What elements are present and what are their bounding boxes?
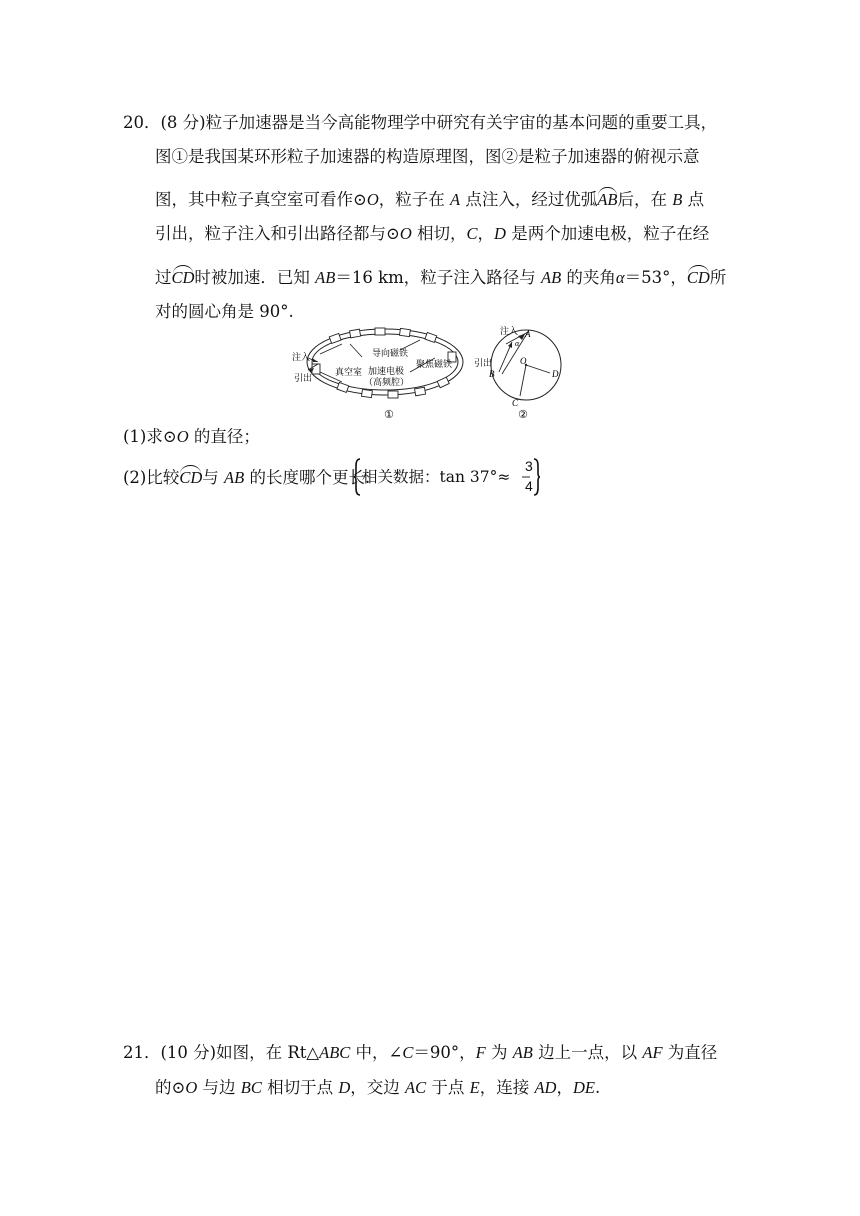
fig1-focus-label: 聚焦磁铁 <box>416 360 453 370</box>
fig1-electrode-label: 加速电极 <box>368 367 405 377</box>
arc-cd-2: CD <box>686 268 710 287</box>
q21-line-2: 的⊙O 与边 BC 相切于点 D，交边 AC 于点 E，连接 AD，DE. <box>155 1078 601 1097</box>
hint-fraction-denominator: 4 <box>525 478 533 494</box>
fig2-inject-label: 注入 <box>500 327 519 337</box>
hint-text: 相关数据：tan 37°≈ <box>362 468 511 486</box>
fig2-point-b: B <box>489 369 495 379</box>
q20-line-5: 过CD时被加速．已知 AB＝16 km，粒子注入路径与 AB 的夹角α＝53°，CD所 <box>155 268 727 287</box>
q20-line-4: 引出，粒子注入和引出路径都与⊙O 相切，C，D 是两个加速电极，粒子在经 <box>155 224 710 243</box>
q20-line-2: 图①是我国某环形粒子加速器的构造原理图，图②是粒子加速器的俯视示意 <box>155 147 700 166</box>
q20-line-3: 图，其中粒子真空室可看作⊙O，粒子在 A 点注入，经过优弧AB后，在 B 点 <box>155 190 705 209</box>
figure-2-top-view-diagram <box>470 322 582 424</box>
fig1-number: ① <box>384 408 394 421</box>
hint-fraction-numerator: 3 <box>525 458 533 474</box>
fig2-alpha: α <box>515 339 520 348</box>
fig2-number: ② <box>518 408 528 421</box>
q20-line-6: 对的圆心角是 90°. <box>155 302 294 321</box>
fig1-guide-label: 导向磁铁 <box>372 349 409 359</box>
q20-line-1: 20．(8 分)粒子加速器是当今高能物理学中研究有关宇宙的基本问题的重要工具， <box>123 113 718 132</box>
fig1-inject-label: 注入 <box>292 353 311 363</box>
figure-1-accelerator-diagram <box>290 322 465 424</box>
fig2-extract-label: 引出 <box>474 359 493 369</box>
arc-ab: AB <box>597 190 618 209</box>
fig1-vacuum-label: 真空室 <box>335 368 363 378</box>
fig2-point-a: A <box>525 329 531 339</box>
q21-line-1: 21．(10 分)如图，在 Rt△ABC 中，∠C＝90°，F 为 AB 边上一点，以 AF 为直径 <box>123 1043 718 1062</box>
fig1-extract-label: 引出 <box>294 374 313 384</box>
q20-sub-1: (1)求⊙O 的直径； <box>123 427 260 446</box>
fig2-point-c: C <box>512 398 519 408</box>
fig2-point-d: D <box>552 369 559 379</box>
arc-cd-3: CD <box>179 468 203 487</box>
fig2-point-o: O <box>520 356 527 366</box>
q20-sub-2: (2)比较CD与 AB 的长度哪个更长. <box>123 468 371 487</box>
fig1-cavity-label: （高频腔） <box>364 378 410 388</box>
arc-cd: CD <box>171 268 195 287</box>
